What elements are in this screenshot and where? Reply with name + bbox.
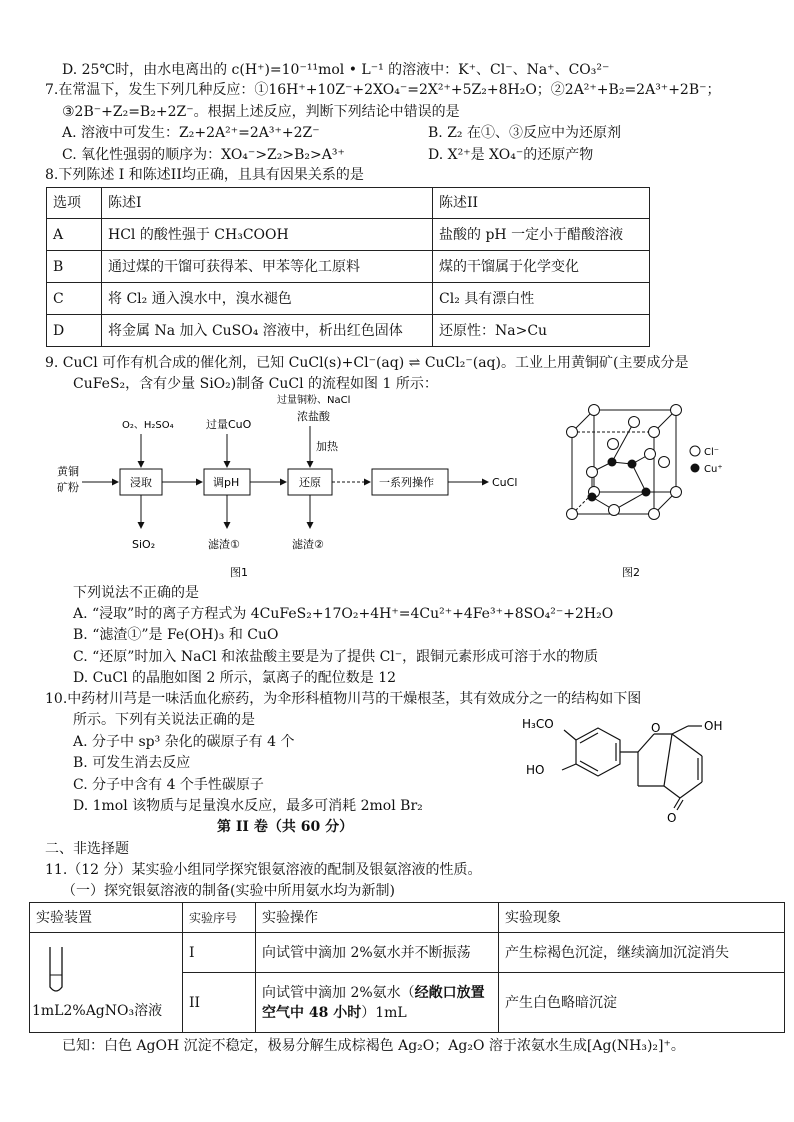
q8-header: 选项	[47, 188, 102, 219]
figure-2-caption: 图2	[622, 566, 640, 579]
q11-note: 已知：白色 AgOH 沉淀不稳定，极易分解生成棕褐色 Ag₂O；Ag₂O 溶于浓氨水生成[Ag(NH₃)₂]⁺。	[62, 1038, 685, 1054]
q9-option-d: D. CuCl 的晶胞如图 2 所示，氯离子的配位数是 12	[73, 670, 397, 686]
q8-cell: 通过煤的干馏可获得苯、甲苯等化工原料	[102, 251, 433, 283]
legend-cl-marker	[690, 446, 700, 456]
label-ho: HO	[526, 763, 545, 777]
q8-cell: 还原性：Na>Cu	[433, 315, 650, 347]
section-title: 第 II 卷（共 60 分）	[217, 819, 354, 835]
apparatus-label: 1mL2%AgNO₃溶液	[32, 1002, 163, 1019]
step-series: 一系列操作	[379, 476, 434, 489]
q8-header: 陈述II	[433, 188, 650, 219]
output-residue-2: 滤渣②	[292, 538, 324, 551]
q8-stem: 8.下列陈述 I 和陈述II均正确，且具有因果关系的是	[45, 167, 364, 183]
q11-table	[29, 902, 785, 1033]
q10-option-d: D. 1mol 该物质与足量溴水反应，最多可消耗 2mol Br₂	[73, 798, 423, 814]
q11-row-operation	[256, 973, 499, 1033]
q11-header: 实验现象	[499, 903, 785, 933]
step-adjust-ph: 调pH	[213, 476, 240, 489]
q6-option-d: D. 25℃时，由水电离出的 c(H⁺)=10⁻¹¹mol • L⁻¹ 的溶液中：K⁺、Cl⁻、Na⁺、CO₃²⁻	[62, 62, 610, 78]
molecule-structure	[522, 710, 752, 825]
input-label: 黄铜	[57, 465, 79, 478]
q8-cell: HCl 的酸性强于 CH₃COOH	[102, 219, 433, 251]
q10-option-b: B. 可发生消去反应	[73, 755, 191, 771]
q11-header: 实验序号	[183, 903, 256, 933]
legend-cu-marker	[691, 464, 700, 473]
reagent-o2-h2so4: O₂、H₂SO₄	[122, 420, 174, 431]
q11-row-id: II	[183, 973, 256, 1033]
q8-cell: 盐酸的 pH 一定小于醋酸溶液	[433, 219, 650, 251]
q9-option-a: A. “浸取”时的离子方程式为 4CuFeS₂+17O₂+4H⁺=4Cu²⁺+4Fe³⁺+8SO₄²⁻+2H₂O	[73, 606, 614, 622]
q8-table	[46, 187, 650, 347]
test-tube-icon	[46, 945, 66, 997]
reagent-cuo: 过量CuO	[206, 418, 252, 431]
reagent-cu-nacl: 过量铜粉、NaCl	[277, 395, 351, 406]
q11-row-id: I	[183, 933, 256, 973]
label-o-ketone: O	[667, 811, 677, 825]
input-label: 矿粉	[57, 481, 79, 494]
step-leach: 浸取	[130, 476, 152, 489]
crystal-cell-figure	[552, 392, 742, 582]
q7-stem-1: 7.在常温下，发生下列几种反应：①16H⁺+10Z⁻+2XO₄⁻=2X²⁺+5Z₂+8H₂O；②2A²⁺+B₂=2A³⁺+2B⁻；	[45, 82, 721, 98]
label-h3co: H₃CO	[522, 717, 554, 731]
q11-row-operation: 向试管中滴加 2%氨水并不断振荡	[256, 933, 499, 973]
q10-stem-1: 10.中药材川芎是一味活血化瘀药，为伞形科植物川芎的干燥根茎，其有效成分之一的结构如下图	[45, 691, 642, 707]
q8-cell: A	[47, 219, 102, 251]
q10-option-c: C. 分子中含有 4 个手性碳原子	[73, 777, 264, 793]
flowchart-figure	[50, 392, 550, 582]
q8-cell: 将 Cl₂ 通入溴水中，溴水褪色	[102, 283, 433, 315]
q7-option-a: A. 溶液中可发生：Z₂+2A²⁺=2A³⁺+2Z⁻	[62, 125, 320, 141]
q11-part-1: （一）探究银氨溶液的制备(实验中所用氨水均为新制)	[62, 883, 395, 899]
q8-cell: Cl₂ 具有漂白性	[433, 283, 650, 315]
q9-stem-1: 9. CuCl 可作有机合成的催化剂，已知 CuCl(s)+Cl⁻(aq) ⇌ CuCl₂⁻(aq)。工业上用黄铜矿(主要成分是	[45, 355, 689, 371]
q8-cell: C	[47, 283, 102, 315]
q9-stem-2: CuFeS₂，含有少量 SiO₂)制备 CuCl 的流程如图 1 所示：	[73, 376, 438, 392]
label-oh: OH	[704, 719, 723, 733]
q10-stem-2: 所示。下列有关说法正确的是	[73, 712, 255, 728]
q11-op-text: 向试管中滴加 2%氨水（	[262, 984, 415, 1001]
q8-cell: D	[47, 315, 102, 347]
q11-row-result: 产生棕褐色沉淀，继续滴加沉淀消失	[499, 933, 785, 973]
step-reduce: 还原	[299, 476, 321, 489]
q9-prompt: 下列说法不正确的是	[73, 585, 199, 601]
q11-header: 实验装置	[30, 903, 183, 933]
q11-stem: 11.（12 分）某实验小组同学探究银氨溶液的配制及银氨溶液的性质。	[45, 862, 482, 878]
q9-option-b: B. “滤渣①”是 Fe(OH)₃ 和 CuO	[73, 627, 279, 643]
output-sio2: SiO₂	[132, 538, 156, 551]
q8-cell: 将金属 Na 加入 CuSO₄ 溶液中，析出红色固体	[102, 315, 433, 347]
q7-option-b: B. Z₂ 在①、③反应中为还原剂	[428, 125, 621, 141]
label-o-bridge: O	[651, 721, 661, 735]
q8-cell: 煤的干馏属于化学变化	[433, 251, 650, 283]
q8-cell: B	[47, 251, 102, 283]
output-residue-1: 滤渣①	[208, 538, 240, 551]
figure-1-caption: 图1	[230, 566, 248, 579]
q7-option-d: D. X²⁺是 XO₄⁻的还原产物	[428, 147, 594, 163]
q9-option-c: C. “还原”时加入 NaCl 和浓盐酸主要是为了提供 Cl⁻，跟铜元素形成可溶于水的物质	[73, 649, 599, 665]
q10-option-a: A. 分子中 sp³ 杂化的碳原子有 4 个	[73, 734, 295, 750]
q11-row-result: 产生白色略暗沉淀	[499, 973, 785, 1033]
q11-header: 实验操作	[256, 903, 499, 933]
q11-op-bold: 经敞口放置空气中 48 小时	[262, 984, 485, 1021]
q7-stem-2: ③2B⁻+Z₂=B₂+2Z⁻。根据上述反应，判断下列结论中错误的是	[62, 104, 460, 120]
legend-cu: Cu⁺	[704, 464, 723, 475]
q11-op-tail: ）1mL	[361, 1004, 407, 1021]
legend-cl: Cl⁻	[704, 447, 720, 458]
reagent-heat: 加热	[316, 440, 338, 453]
reagent-hcl: 浓盐酸	[297, 410, 330, 423]
q8-header: 陈述I	[102, 188, 433, 219]
apparatus-cell	[30, 933, 183, 1033]
section-heading: 二、非选择题	[45, 841, 129, 857]
q7-option-c: C. 氧化性强弱的顺序为：XO₄⁻>Z₂>B₂>A³⁺	[62, 147, 345, 163]
product-cucl: CuCl	[492, 476, 518, 489]
